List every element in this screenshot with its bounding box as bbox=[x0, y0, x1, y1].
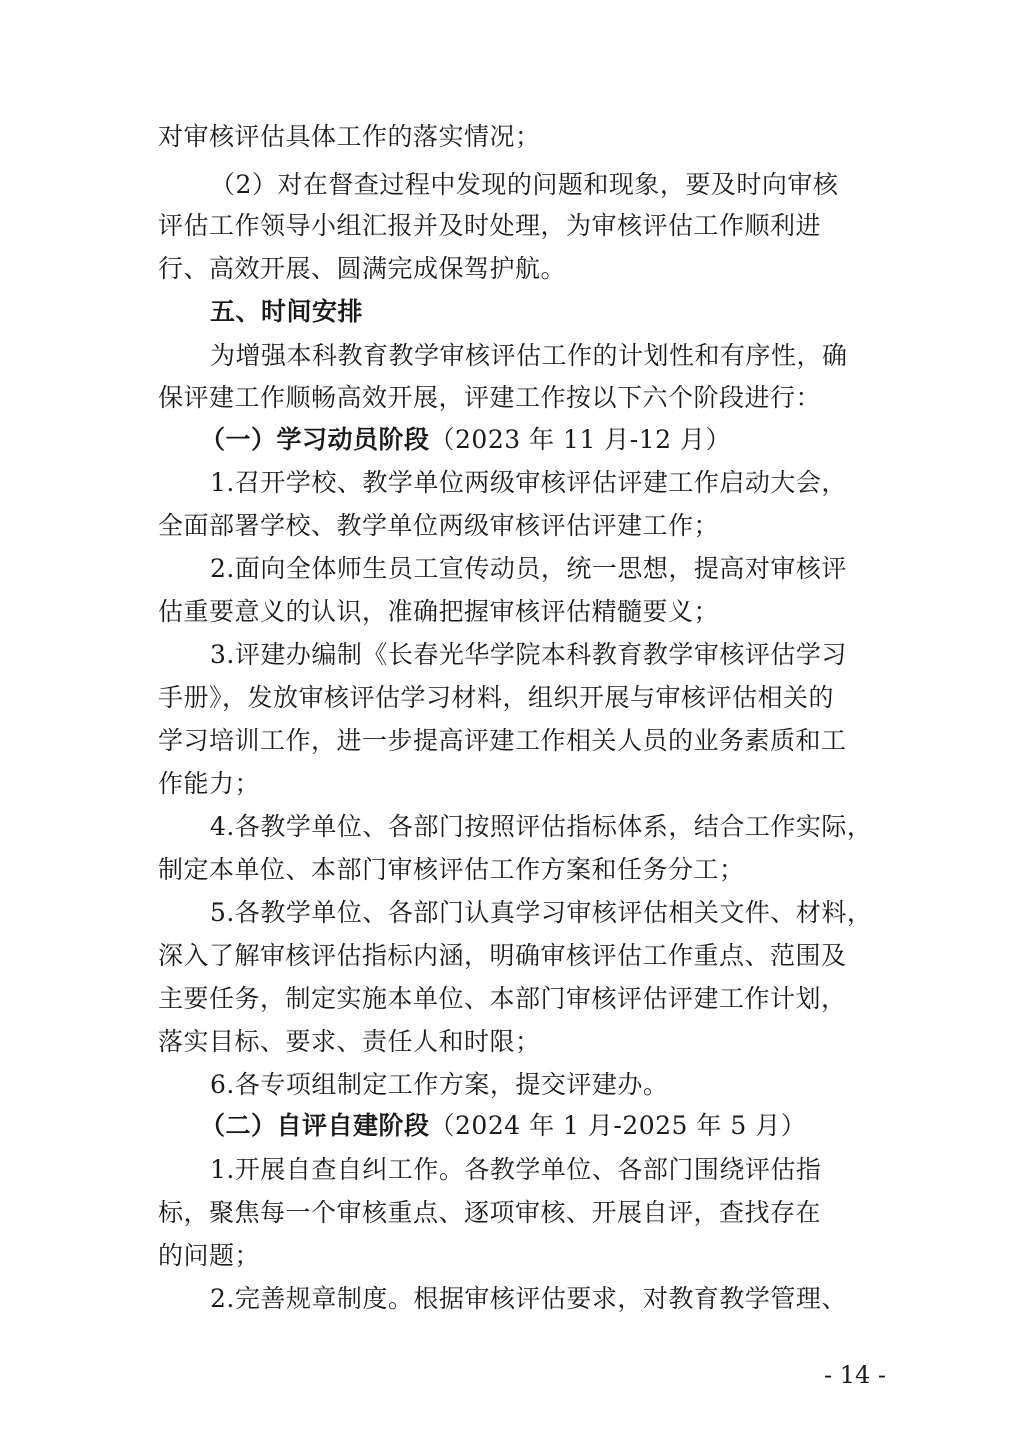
text-line: 主要任务，制定实施本单位、本部门审核评估评建工作计划， bbox=[158, 984, 847, 1013]
text-line: 6.各专项组制定工作方案，提交评建办。 bbox=[210, 1070, 669, 1099]
page-number: - 14 - bbox=[823, 1361, 886, 1389]
text-line: 估重要意义的认识，准确把握审核评估精髓要义； bbox=[158, 597, 720, 626]
text-line: （2）对在督查过程中发现的问题和现象，要及时向审核 bbox=[210, 170, 839, 199]
text-line: 保评建工作顺畅高效开展，评建工作按以下六个阶段进行： bbox=[158, 383, 822, 412]
text-line: 对审核评估具体工作的落实情况； bbox=[158, 122, 541, 151]
text-line: 1.开展自查自纠工作。各教学单位、各部门围绕评估指 bbox=[210, 1155, 822, 1184]
text-line: 学习培训工作，进一步提高评建工作相关人员的业务素质和工 bbox=[158, 726, 847, 755]
text-line: 行、高效开展、圆满完成保驾护航。 bbox=[158, 254, 567, 283]
text-line: 为增强本科教育教学审核评估工作的计划性和有序性，确 bbox=[210, 341, 848, 370]
text-line: 落实目标、要求、责任人和时限； bbox=[158, 1027, 541, 1056]
subsection-heading-1 bbox=[200, 425, 928, 455]
subsection-title: （一）学习动员阶段 bbox=[200, 425, 430, 454]
subsection-period: （2024 年 1 月-2025 年 5 月） bbox=[429, 1111, 807, 1140]
subsection-period: （2023 年 11 月-12 月） bbox=[429, 425, 731, 454]
text-line: 2.完善规章制度。根据审核评估要求，对教育教学管理、 bbox=[210, 1284, 847, 1313]
subsection-heading-2 bbox=[200, 1111, 928, 1141]
text-line: 手册》，发放审核评估学习材料，组织开展与审核评估相关的 bbox=[158, 683, 835, 712]
text-line: 全面部署学校、教学单位两级审核评估评建工作； bbox=[158, 511, 720, 540]
text-line: 5.各教学单位、各部门认真学习审核评估相关文件、材料， bbox=[210, 898, 873, 927]
section-heading: 五、时间安排 bbox=[210, 297, 364, 326]
text-line: 3.评建办编制《长春光华学院本科教育教学审核评估学习 bbox=[210, 640, 847, 669]
text-line: 4.各教学单位、各部门按照评估指标体系，结合工作实际， bbox=[210, 812, 873, 841]
text-line: 作能力； bbox=[158, 769, 261, 798]
text-line: 1.召开学校、教学单位两级审核评估评建工作启动大会， bbox=[210, 468, 847, 497]
subsection-title: （二）自评自建阶段 bbox=[200, 1111, 430, 1140]
text-line: 制定本单位、本部门审核评估工作方案和任务分工； bbox=[158, 855, 745, 884]
text-line: 深入了解审核评估指标内涵，明确审核评估工作重点、范围及 bbox=[158, 941, 847, 970]
text-line: 标，聚焦每一个审核重点、逐项审核、开展自评，查找存在 bbox=[158, 1198, 822, 1227]
text-line: 评估工作领导小组汇报并及时处理，为审核评估工作顺利进 bbox=[158, 211, 822, 240]
text-line: 的问题； bbox=[158, 1241, 261, 1270]
text-line: 2.面向全体师生员工宣传动员，统一思想，提高对审核评 bbox=[210, 554, 847, 583]
